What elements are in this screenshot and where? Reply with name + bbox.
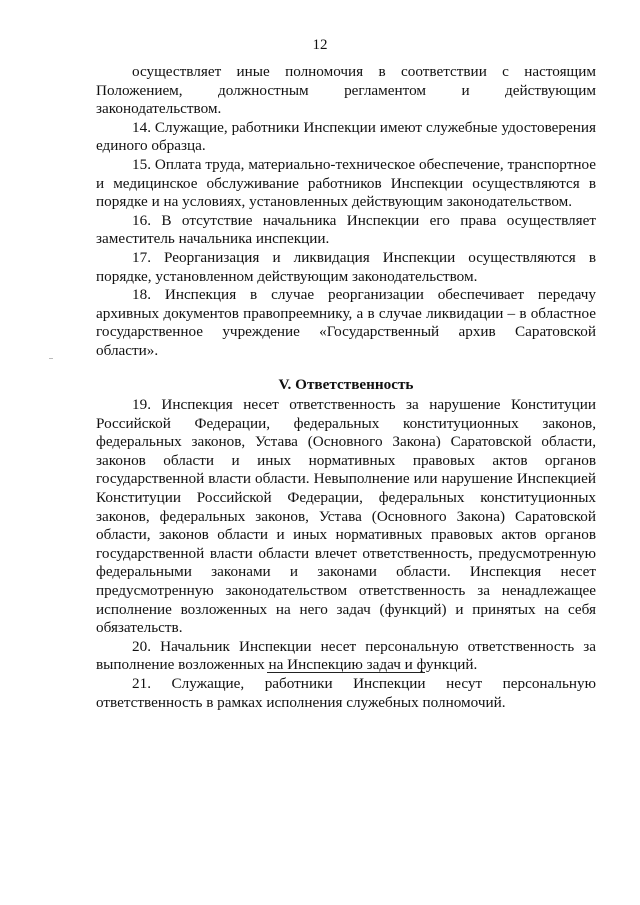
paragraph-13-continuation: осуществляет иные полномочия в соответствии с настоящим Положением, должностным регламентом и действующим законодательством. — [96, 63, 596, 118]
paragraph-18: 18. Инспекция в случае реорганизации обеспечивает передачу архивных документов правопреемнику, а в случае ликвидации – в областное государственное учреждение «Государственный архив Саратовской области». — [96, 286, 596, 359]
paragraph-14: 14. Служащие, работники Инспекции имеют служебные удостоверения единого образца. — [96, 118, 596, 155]
end-of-document-rule — [267, 672, 425, 673]
scan-artifact-mark — [49, 358, 53, 359]
section-heading: V. Ответственность — [278, 375, 414, 393]
paragraph-17: 17. Реорганизация и ликвидация Инспекции осуществляются в порядке, установленном действующим законодательством. — [96, 248, 596, 285]
paragraph-15: 15. Оплата труда, материально-техническое обеспечение, транспортное и медицинское обслуживание работников Инспекции осуществляются в порядке и на условиях, установленных действующим законодательством. — [96, 155, 596, 211]
document-body — [96, 63, 596, 712]
page-number: 12 — [312, 37, 328, 53]
paragraph-21: 21. Служащие, работники Инспекции несут персональную ответственность в рамках исполнения служебных полномочий. — [96, 675, 596, 711]
paragraph-19: 19. Инспекция несет ответственность за нарушение Конституции Российской Федерации, федеральных конституционных законов, федеральных законов, Устава (Основного Закона) Саратовской области, законов области и иных нормативных правовых актов органов государственной власти области. Невыполнение или нарушение Инспекцией Конституции Российской Федерации, федеральных конституционных законов, федеральных законов, Устава (Основного Закона) Саратовской области, законов области и иных нормативных правовых актов органов государственной власти области влечет ответственность, предусмотренную федеральными законами и законами области. Инспекция несет предусмотренную законодательством ответственность за ненадлежащее исполнение возложенных на него задач (функций) и принятых на себя обязательств. — [96, 396, 596, 637]
paragraph-16: 16. В отсутствие начальника Инспекции его права осуществляет заместитель начальника инспекции. — [96, 211, 596, 248]
paragraph-20: 20. Начальник Инспекции несет персональную ответственность за выполнение возложенных на Инспекцию задач и функций. — [96, 637, 596, 674]
spacer — [96, 361, 596, 364]
